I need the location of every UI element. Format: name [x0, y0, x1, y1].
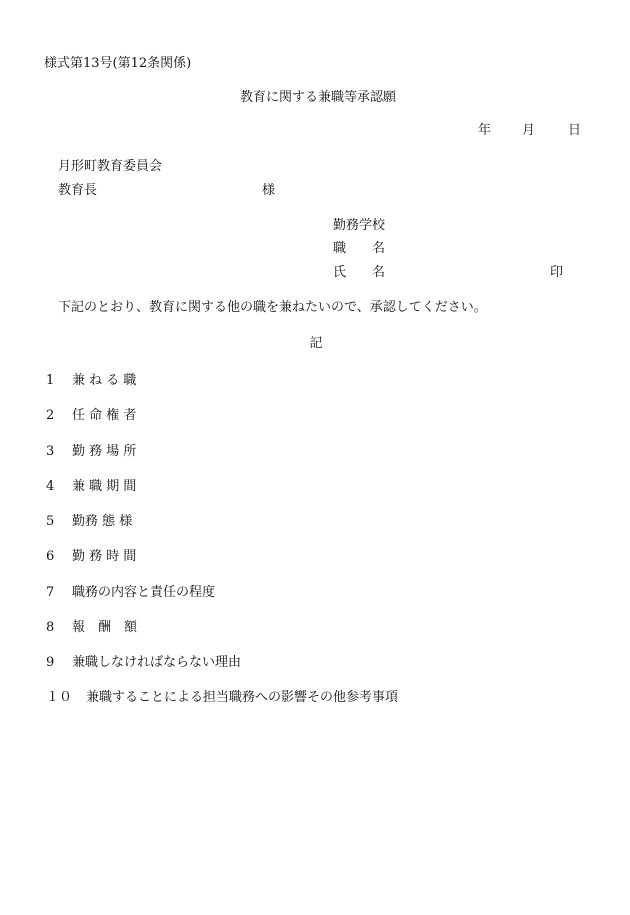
item-label: 兼 ね る 職 [72, 373, 137, 388]
list-item [46, 479, 136, 495]
item-label: 報 酬 額 [72, 620, 138, 635]
date-year-label: 年 [478, 123, 492, 138]
item-number: 7 [46, 585, 55, 600]
item-label: 勤 務 場 所 [72, 444, 137, 459]
item-label: 職務の内容と責任の程度 [72, 585, 216, 600]
addressee-position: 教育長 [58, 183, 98, 198]
date-line [478, 123, 581, 139]
list-item [46, 620, 137, 636]
item-label: 任 命 権 者 [72, 408, 137, 423]
item-number: 6 [46, 549, 55, 564]
date-day-label: 日 [568, 123, 582, 138]
item-number: 9 [46, 655, 55, 670]
list-item [46, 408, 136, 424]
addressee-honorific: 様 [262, 183, 276, 198]
list-item [46, 690, 398, 706]
item-number: 5 [46, 514, 55, 529]
document-title: 教育に関する兼職等承認願 [239, 90, 396, 105]
item-number: 8 [46, 620, 55, 635]
list-item [46, 655, 241, 671]
list-item [46, 444, 136, 460]
item-label: 兼職しなければならない理由 [72, 655, 242, 670]
list-item [46, 373, 136, 389]
item-label: 兼職することによる担当職務への影響その他参考事項 [86, 690, 399, 705]
seal-mark: 印 [550, 265, 564, 280]
list-item [46, 549, 136, 565]
request-text: 下記のとおり、教育に関する他の職を兼ねたいので、承認してください。 [58, 300, 487, 315]
date-month-label: 月 [522, 123, 536, 138]
list-item [46, 514, 132, 530]
item-number: 2 [46, 408, 55, 423]
addressee-org: 月形町教育委員会 [58, 159, 163, 174]
form-number: 様式第13号(第12条関係) [44, 56, 192, 71]
applicant-school-label: 勤務学校 [333, 218, 386, 233]
applicant-name-label: 氏 名 [333, 265, 386, 280]
item-label: 兼 職 期 間 [72, 479, 137, 494]
item-label: 勤務 態 様 [72, 514, 133, 529]
item-number: 4 [46, 479, 55, 494]
item-number: １０ [46, 690, 73, 705]
item-number: 1 [46, 373, 55, 388]
applicant-position-label: 職 名 [333, 241, 386, 256]
list-item [46, 585, 215, 601]
item-number: 3 [46, 444, 55, 459]
item-label: 勤 務 時 間 [72, 549, 137, 564]
ki-heading: 記 [309, 336, 323, 351]
